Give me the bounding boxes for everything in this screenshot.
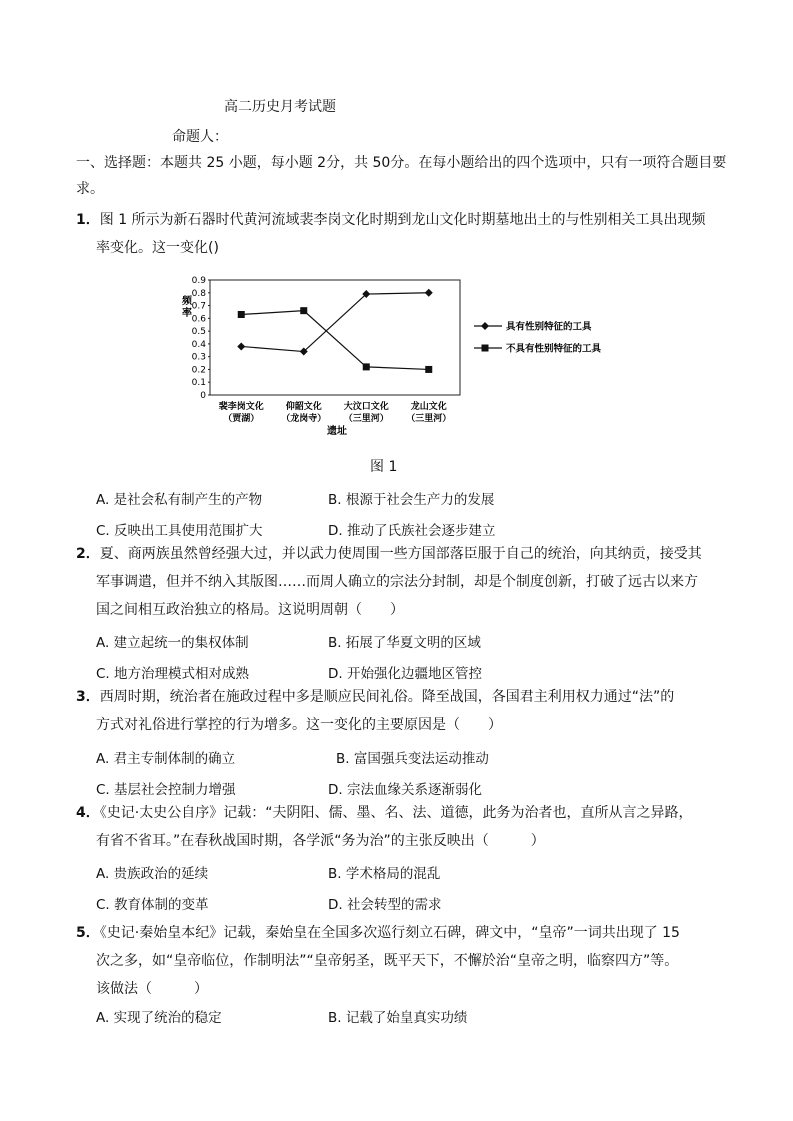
question-text-line: 该做法（ ） <box>96 981 208 997</box>
data-point-square <box>363 363 370 370</box>
y-tick-label: 0.1 <box>191 378 206 389</box>
option-c[interactable]: C. 地方治理模式相对成熟 <box>96 666 250 682</box>
x-axis-label: 遗址 <box>327 426 347 437</box>
option-a[interactable]: A. 建立起统一的集权体制 <box>96 635 249 651</box>
x-tick-label: 仰韶文化 <box>285 402 322 412</box>
y-axis-label: 频率 <box>182 296 192 319</box>
option-b[interactable]: B. 学术格局的混乱 <box>328 866 441 882</box>
x-tick-sublabel: （龙岗寺） <box>281 414 327 424</box>
option-b[interactable]: B. 拓展了华夏文明的区域 <box>328 635 481 651</box>
x-tick-label: 龙山文化 <box>410 402 447 412</box>
data-point-square <box>482 345 489 352</box>
y-tick-label: 0.2 <box>191 365 206 376</box>
question-text-line: 国之间相互政治独立的格局。这说明周朝（ ） <box>96 602 404 618</box>
data-point-square <box>300 307 307 314</box>
y-tick-label: 0.9 <box>191 276 206 286</box>
y-tick-label: 0.4 <box>191 339 206 350</box>
question-number: 2． <box>76 546 100 562</box>
question-text-line: 西周时期，统治者在施政过程中多是顺应民间礼俗。降至战国，各国君主利用权力通过“法”的 <box>99 689 675 705</box>
option-a[interactable]: A. 贵族政治的延续 <box>96 866 209 882</box>
option-d[interactable]: D. 推动了氏族社会逐步建立 <box>328 523 496 539</box>
question-2 <box>76 540 702 568</box>
y-tick-label: 0.7 <box>191 301 206 312</box>
option-a[interactable]: A. 君主专制体制的确立 <box>96 751 236 767</box>
option-b[interactable]: B. 根源于社会生产力的发展 <box>328 492 495 508</box>
question-text-line: 次之多，如“皇帝临位，作制明法”“皇帝躬圣，既平天下，不懈於治“皇帝之明，临察四方”等。 <box>96 953 679 969</box>
plot-frame <box>210 280 460 395</box>
y-tick-label: 0 <box>200 391 206 401</box>
question-text-line: 《史记·太史公自序》记载：“夫阴阳、儒、墨、名、法、道德，此务为治者也，直所从言之异路， <box>99 805 693 821</box>
question-text-line: 有省不省耳。”在春秋战国时期，各学派“务为治”的主张反映出（ ） <box>96 833 545 849</box>
y-tick-label: 0.3 <box>191 352 206 363</box>
question-text-line: 图 1 所示为新石器时代黄河流域裴李岗文化时期到龙山文化时期墓地出土的与性别相关工具出现频 <box>99 212 706 228</box>
legend-label: 不具有性别特征的工具 <box>506 343 602 355</box>
option-c[interactable]: C. 反映出工具使用范围扩大 <box>96 523 263 539</box>
series-line <box>241 311 429 370</box>
data-point-square <box>238 311 245 318</box>
y-tick-label: 0.6 <box>191 314 206 325</box>
question-number: 3． <box>76 689 100 705</box>
data-point-diamond <box>425 289 433 297</box>
question-5 <box>76 919 680 947</box>
option-c[interactable]: C. 基层社会控制力增强 <box>96 782 236 798</box>
data-point-diamond <box>237 342 245 350</box>
series-line <box>241 293 429 352</box>
option-b[interactable]: B. 富国强兵变法运动推动 <box>336 751 489 767</box>
x-tick-label: 大汶口文化 <box>343 402 389 412</box>
question-text-line: 夏、商两族虽然曾经强大过，并以武力使周围一些方国部落臣服于自己的统治，向其纳贡，接受其 <box>99 546 702 562</box>
option-d[interactable]: D. 宗法血缘关系逐渐弱化 <box>328 782 482 798</box>
y-tick-label: 0.8 <box>191 288 206 299</box>
option-d[interactable]: D. 社会转型的需求 <box>328 897 442 913</box>
x-tick-label: 裴李岗文化 <box>218 402 264 412</box>
data-point-diamond <box>481 322 489 330</box>
section-instructions: 一、选择题：本题共 25 小题，每小题 2分，共 50分。在每小题给出的四个选项中，只有一项符合题目要求。 <box>76 155 727 197</box>
author-label: 命题人： <box>172 129 228 145</box>
question-text-line: 《史记·秦始皇本纪》记载，秦始皇在全国多次巡行刻立石碑，碑文中，“皇帝”一词共出现了 15 <box>99 925 680 941</box>
figure-1-chart <box>176 270 626 442</box>
question-number: 4． <box>76 805 100 821</box>
y-tick-label: 0.5 <box>191 327 206 338</box>
option-c[interactable]: C. 教育体制的变革 <box>96 897 209 913</box>
option-d[interactable]: D. 开始强化边疆地区管控 <box>328 666 482 682</box>
legend-label: 具有性别特征的工具 <box>506 321 592 333</box>
question-number: 5． <box>76 925 100 941</box>
question-3 <box>76 683 674 711</box>
option-a[interactable]: A. 是社会私有制产生的产物 <box>96 492 263 508</box>
figure-caption: 图 1 <box>370 459 398 475</box>
option-b[interactable]: B. 记载了始皇真实功绩 <box>328 1010 468 1026</box>
page-title: 高二历史月考试题 <box>224 99 336 115</box>
question-1 <box>76 206 706 234</box>
option-a[interactable]: A. 实现了统治的稳定 <box>96 1010 222 1026</box>
question-number: 1． <box>76 212 100 228</box>
question-text-line: 方式对礼俗进行掌控的行为增多。这一变化的主要原因是（ ） <box>96 717 502 733</box>
question-4 <box>76 799 692 827</box>
x-tick-sublabel: （三里河） <box>343 414 389 424</box>
x-tick-sublabel: （贾湖） <box>223 414 260 424</box>
question-text-line: 军事调遣，但并不纳入其版图……而周人确立的宗法分封制，却是个制度创新，打破了远古以来方 <box>96 574 698 590</box>
x-tick-sublabel: （三里河） <box>406 414 452 424</box>
question-text-line: 率变化。这一变化() <box>96 240 219 256</box>
data-point-square <box>425 366 432 373</box>
